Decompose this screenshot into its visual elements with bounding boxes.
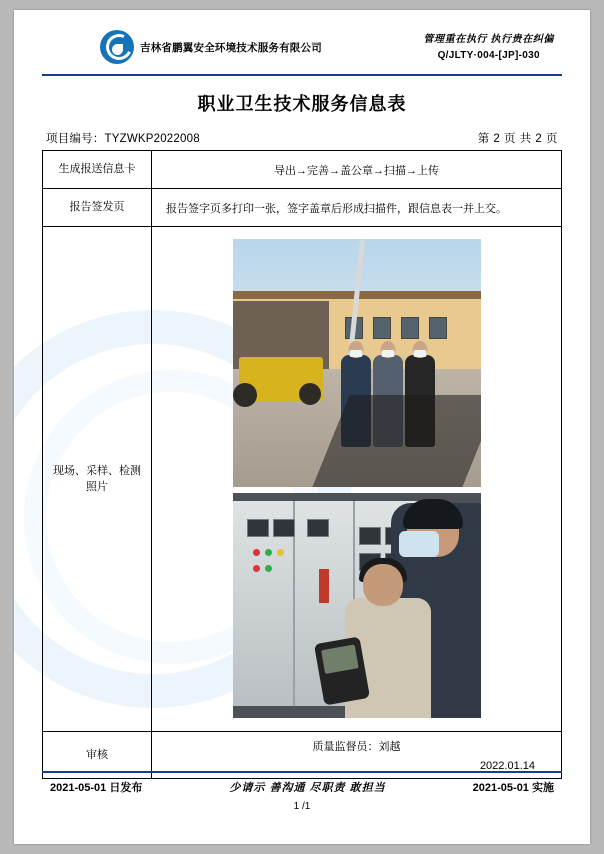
photo-window (401, 317, 419, 339)
photo-meter (247, 519, 269, 537)
document-code: Q/JLTY·004-[JP]-030 (437, 50, 540, 61)
photo-cabinet-handle (319, 569, 329, 603)
photo-indicator-red (253, 549, 260, 556)
company-branding (100, 30, 322, 64)
company-name: 吉林省鹏翼安全环境技术服务有限公司 (140, 41, 322, 54)
photo-indicator-green (265, 565, 272, 572)
row-label-signature-page: 报告签发页 (43, 189, 152, 227)
photo-window (429, 317, 447, 339)
site-photo-outdoor (233, 239, 481, 487)
photo-indicator-red (253, 565, 260, 572)
photo-window (373, 317, 391, 339)
footer-page-number: 1 /1 (293, 801, 311, 812)
meta-row (42, 130, 562, 150)
photo-person-mask (413, 350, 426, 357)
photo-wheel-loader (239, 357, 323, 401)
row-value-generate-card: 导出→完善→盖公章→扫描→上传 (152, 151, 562, 189)
footer-effective-date: 2021-05-01 实施 (472, 782, 554, 794)
photo-measuring-device (313, 636, 369, 705)
header-divider (42, 74, 562, 76)
photo-person-mask (381, 350, 394, 357)
document-footer (42, 771, 562, 812)
header-right-block (423, 30, 554, 61)
footer-slogan: 少请示 善沟通 尽职责 敢担当 (229, 782, 386, 794)
document-page (14, 10, 590, 844)
quality-supervisor: 质量监督员：刘越 (312, 741, 401, 753)
table-row (43, 151, 562, 189)
page-title: 职业卫生技术服务信息表 (197, 94, 407, 114)
document-header (42, 30, 562, 76)
site-photo-switchgear (233, 493, 481, 718)
row-label-photos: 现场、采样、检测照片 (43, 227, 152, 732)
footer-row (42, 779, 562, 795)
photo-meter (307, 519, 329, 537)
photo-indicator-green (265, 549, 272, 556)
company-motto: 管理重在执行 执行贵在纠偏 (423, 34, 554, 45)
page-indicator: 第 2 页 共 2 页 (477, 133, 558, 145)
footer-issue-date: 2021-05-01 日发布 (50, 782, 143, 794)
photo-meter (359, 527, 381, 545)
company-logo-icon (100, 30, 134, 64)
row-label-generate-card: 生成报送信息卡 (43, 151, 152, 189)
photo-person-mask (349, 350, 362, 357)
table-row (43, 189, 562, 227)
footer-divider (42, 771, 562, 773)
photo-worker-head (363, 564, 403, 606)
project-number: 项目编号：TYZWKP2022008 (46, 133, 200, 145)
photo-worker-mask (399, 531, 439, 557)
row-value-signature-page: 报告签字页多打印一张，签字盖章后形成扫描件，跟信息表一并上交。 (152, 189, 562, 227)
information-table (42, 150, 562, 779)
photo-worker-hair (403, 499, 463, 529)
review-date: 2022.01.14 (479, 760, 535, 772)
table-row (43, 227, 562, 732)
row-label-review: 审核 (43, 732, 152, 779)
row-value-photos (152, 227, 562, 732)
photo-indicator-yellow (277, 549, 284, 556)
photo-meter (273, 519, 295, 537)
document-content (14, 30, 590, 779)
